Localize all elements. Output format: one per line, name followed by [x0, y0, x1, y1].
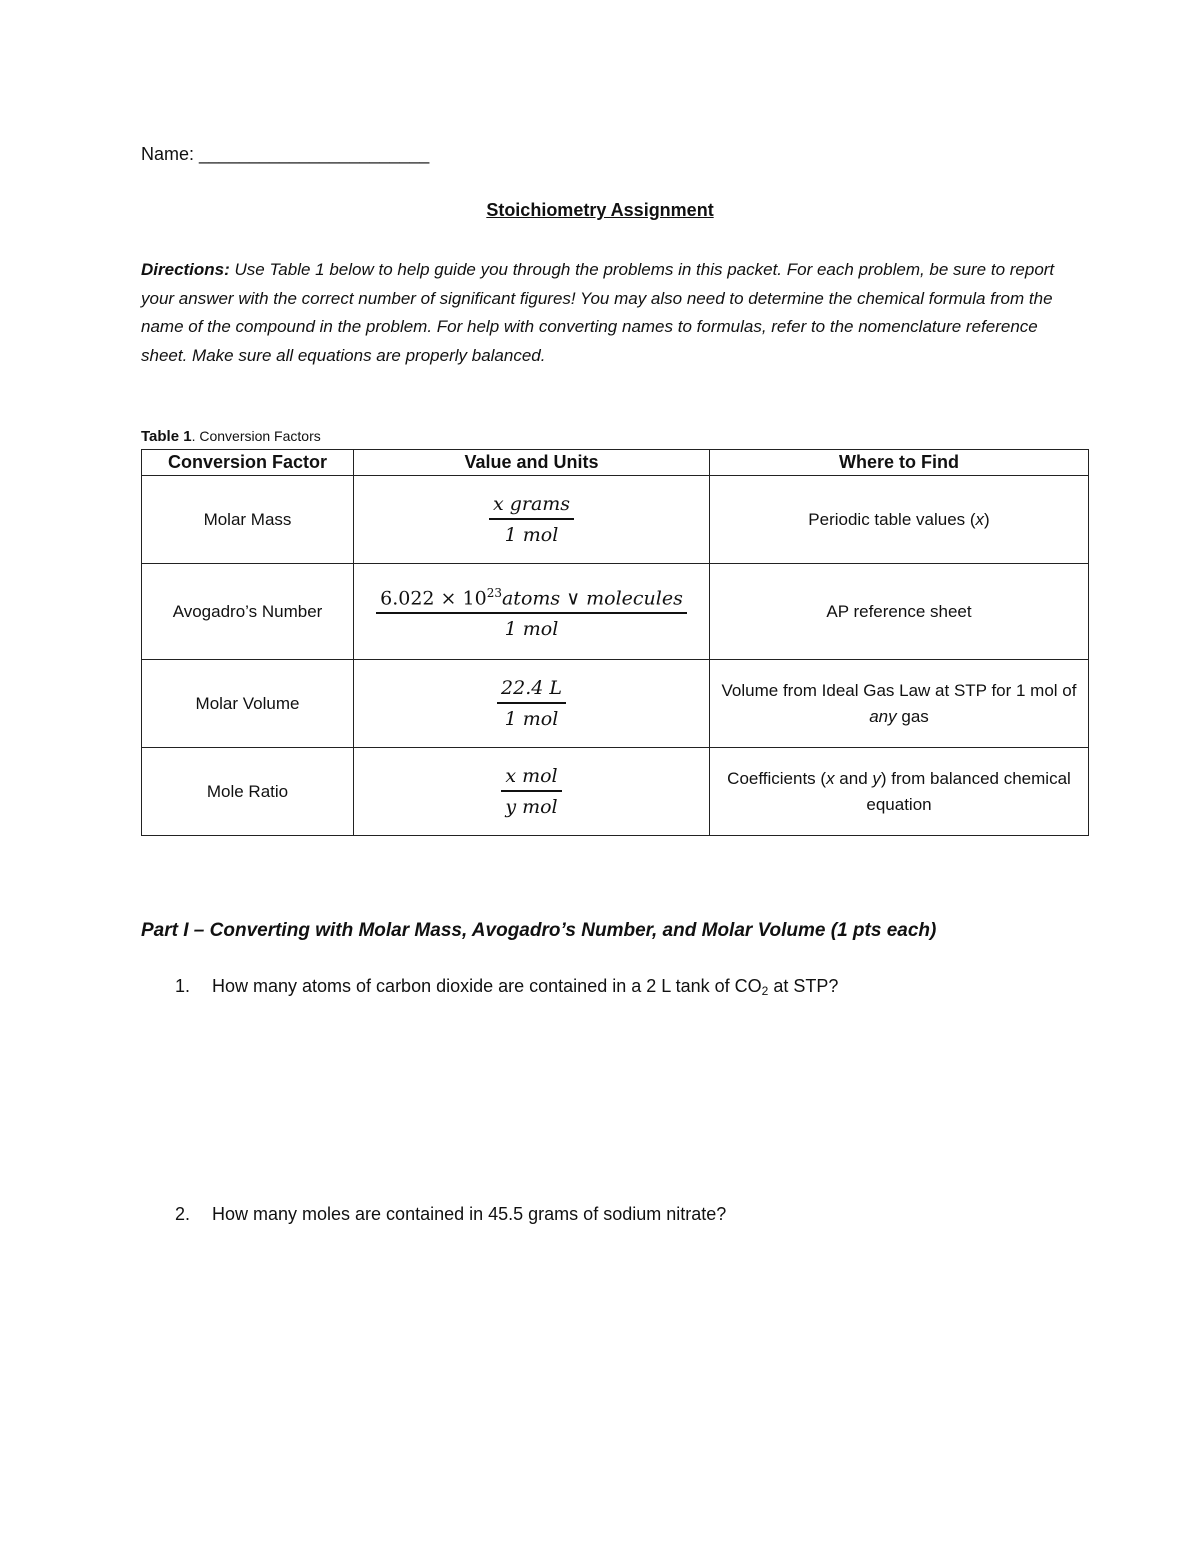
table-row — [142, 476, 1089, 564]
fraction-denominator: 1 mol — [504, 707, 559, 730]
directions-text: Use Table 1 below to help guide you through the problems in this packet. For each problem, be sure to report your answer with the correct number of significant figures! You may also need to determine the chemical formula from the name of the compound in the problem. For help with converting names to formulas, refer to the nomenclature reference sheet. Make sure all equations are properly balanced. — [141, 260, 1055, 365]
where-text-a: Volume from Ideal Gas Law at STP for 1 mol of — [721, 680, 1077, 700]
value-cell — [354, 748, 710, 836]
factor-cell: Molar Mass — [142, 476, 354, 564]
fraction-numerator-coef: 6.022 × 10 — [380, 587, 487, 610]
value-cell — [354, 564, 710, 660]
question-number: 1. — [175, 976, 191, 996]
fraction-numerator: x mol — [505, 764, 558, 787]
header-value-and-units: Value and Units — [354, 450, 710, 476]
fraction-numerator: x grams — [492, 492, 571, 515]
header-where-to-find: Where to Find — [710, 450, 1089, 476]
table-header-row — [142, 450, 1089, 476]
conversion-factors-table — [141, 449, 1089, 836]
table-caption — [141, 428, 321, 445]
fraction-denominator: y mol — [505, 795, 558, 818]
table-row — [142, 748, 1089, 836]
table-caption-label: Table 1 — [141, 428, 192, 445]
name-blank[interactable]: _______________________ — [199, 144, 430, 164]
table-caption-text: . Conversion Factors — [191, 428, 321, 444]
where-text-italic: x — [826, 768, 835, 788]
subscript: 2 — [761, 984, 769, 998]
where-text-italic: any — [869, 706, 897, 726]
question-text-b: at STP? — [768, 976, 839, 996]
directions-label: Directions: — [141, 260, 230, 279]
part-one-heading: Part I – Converting with Molar Mass, Avogadro’s Number, and Molar Volume (1 pts each) — [141, 920, 937, 941]
fraction — [501, 763, 561, 820]
name-label: Name: — [141, 144, 195, 164]
where-text-a: Periodic table values ( — [808, 509, 976, 529]
question-1 — [0, 976, 1200, 1002]
factor-cell: Avogadro’s Number — [142, 564, 354, 660]
fraction-numerator: 22.4 L — [501, 676, 562, 699]
fraction-numerator-units: atoms ∨ molecules — [501, 587, 683, 610]
question-text-a: How many atoms of carbon dioxide are contained in a 2 L tank of CO — [212, 976, 762, 996]
question-2 — [0, 1204, 1200, 1230]
where-text-italic: x — [975, 509, 985, 529]
value-cell — [354, 476, 710, 564]
factor-cell: Mole Ratio — [142, 748, 354, 836]
where-text-mid: and — [834, 768, 873, 788]
where-cell — [710, 748, 1089, 836]
where-cell — [710, 660, 1089, 748]
where-text-b: gas — [896, 706, 929, 726]
question-text: How many moles are contained in 45.5 grams of sodium nitrate? — [212, 1204, 727, 1224]
question-text — [212, 976, 838, 998]
name-field[interactable] — [141, 144, 429, 165]
fraction-denominator: 1 mol — [504, 618, 559, 641]
fraction — [489, 491, 574, 548]
question-number: 2. — [175, 1204, 191, 1224]
value-cell — [354, 660, 710, 748]
where-text-italic-2: y — [872, 768, 881, 788]
fraction — [497, 675, 566, 732]
page-title: Stoichiometry Assignment — [486, 200, 714, 220]
directions-paragraph — [141, 256, 1061, 370]
where-text-a: Coefficients ( — [727, 768, 827, 788]
fraction-numerator-exponent: 23 — [486, 585, 502, 600]
where-cell: AP reference sheet — [710, 564, 1089, 660]
fraction-denominator: 1 mol — [504, 523, 559, 546]
fraction — [376, 580, 687, 642]
header-conversion-factor: Conversion Factor — [142, 450, 354, 476]
table-row — [142, 564, 1089, 660]
where-text-b: ) — [984, 509, 990, 529]
factor-cell: Molar Volume — [142, 660, 354, 748]
where-text-b: ) from balanced chemical equation — [866, 768, 1071, 814]
table-row — [142, 660, 1089, 748]
where-cell — [710, 476, 1089, 564]
